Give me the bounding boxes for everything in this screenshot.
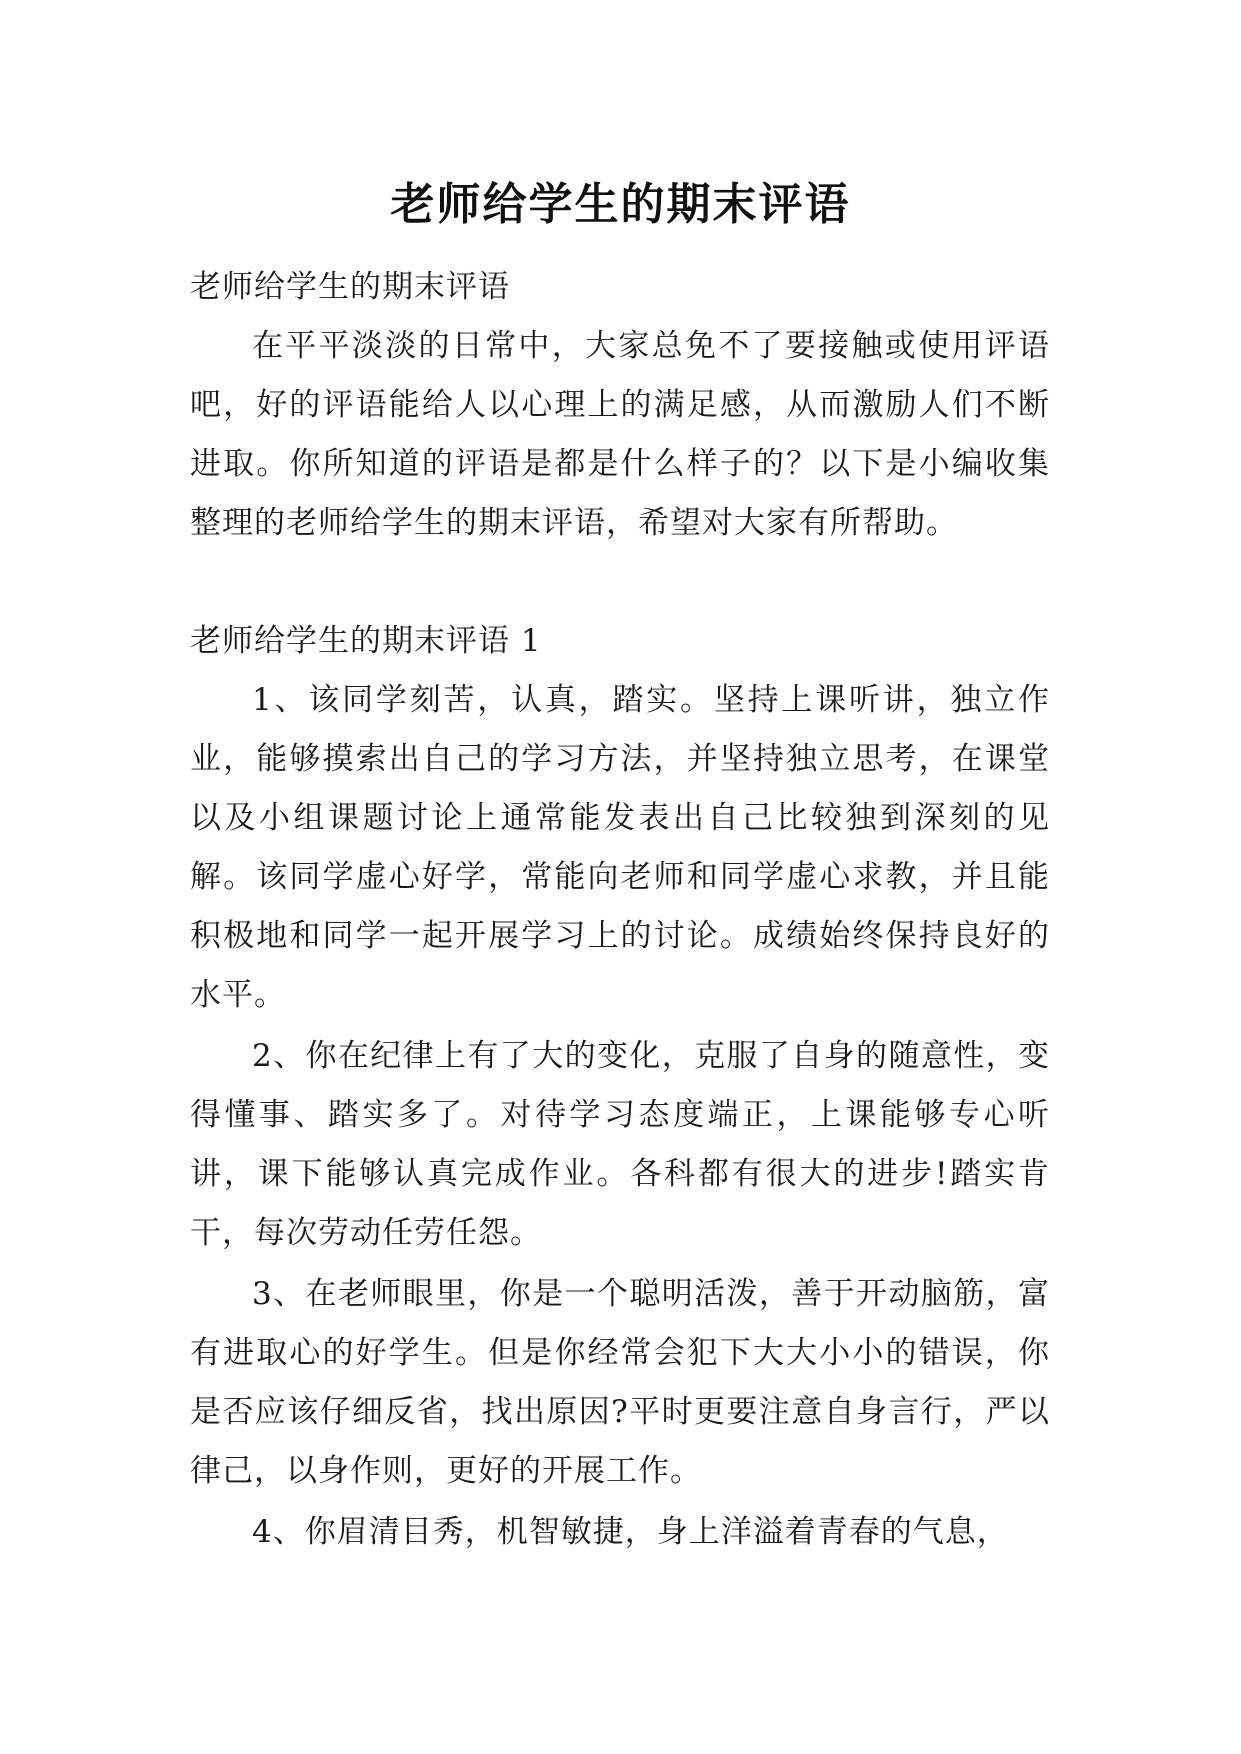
document-body bbox=[190, 258, 1050, 1562]
intro-heading: 老师给学生的期末评语 bbox=[190, 269, 510, 305]
list-item: 3、在老师眼里，你是一个聪明活泼，善于开动脑筋，富有进取心的好学生。但是你经常会犯下大大小小的错误，你是否应该仔细反省，找出原因?平时更要注意自身言行，严以律己，以身作则，更好的开展工作。 bbox=[190, 1276, 1050, 1489]
list-item: 4、你眉清目秀，机智敏捷，身上洋溢着青春的气息， bbox=[252, 1514, 1009, 1550]
section-heading: 老师给学生的期末评语 1 bbox=[190, 623, 542, 659]
paragraph-spacer bbox=[190, 553, 1050, 612]
list-item: 1、该同学刻苦，认真，踏实。坚持上课听讲，独立作业，能够摸索出自己的学习方法，并坚持独立思考，在课堂以及小组课题讨论上通常能发表出自己比较独到深刻的见解。该同学虚心好学，常能向老师和同学虚心求教，并且能积极地和同学一起开展学习上的讨论。成绩始终保持良好的水平。 bbox=[190, 682, 1050, 1013]
document-title: 老师给学生的期末评语 bbox=[390, 179, 851, 231]
list-item: 2、你在纪律上有了大的变化，克服了自身的随意性，变得懂事、踏实多了。对待学习态度端正，上课能够专心听讲，课下能够认真完成作业。各科都有很大的进步!踏实肯干，每次劳动任劳任怨。 bbox=[190, 1038, 1050, 1251]
intro-paragraph: 在平平淡淡的日常中，大家总免不了要接触或使用评语吧，好的评语能给人以心理上的满足感，从而激励人们不断进取。你所知道的评语是都是什么样子的？以下是小编收集整理的老师给学生的期末评语，希望对大家有所帮助。 bbox=[190, 328, 1050, 541]
